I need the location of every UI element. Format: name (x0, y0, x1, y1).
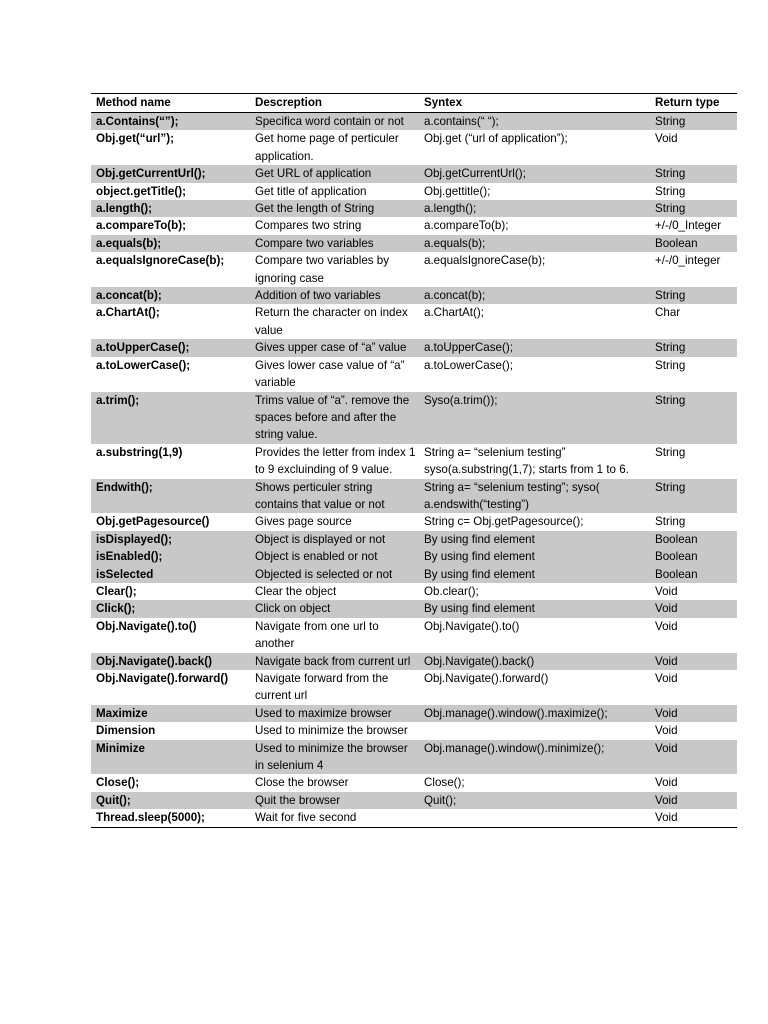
cell-return-type: Char (655, 306, 681, 320)
cell-syntax: By using find element (419, 600, 650, 617)
cell-return-type: Void (655, 132, 678, 146)
cell-method-name: a.toUpperCase(); (91, 339, 250, 356)
cell-description: Gives upper case of “a” value (250, 339, 419, 356)
cell-description: Navigate back from current url (250, 653, 419, 670)
cell-method-name: Close(); (96, 776, 140, 790)
cell-return-type: Void (655, 672, 678, 685)
cell-description: Addition of two variables (250, 287, 419, 304)
cell-return-type: Boolean (650, 531, 737, 548)
cell-return-type: String (655, 184, 686, 198)
cell-description: Return the character on index value (255, 306, 408, 337)
cell-method-name: a.concat(b); (91, 287, 250, 304)
cell-return-type: +/-/0_integer (655, 254, 721, 268)
table-row (91, 600, 737, 617)
cell-description: Specifica word contain or not (250, 113, 419, 131)
table-row (91, 444, 737, 479)
table-row (91, 235, 737, 252)
table-row (91, 183, 737, 200)
table-row (91, 548, 737, 565)
table-row (91, 809, 737, 827)
cell-description: Get home page of perticuler application. (255, 132, 399, 163)
cell-syntax: a.length(); (419, 200, 650, 217)
cell-syntax: Obj.Navigate().back() (419, 653, 650, 670)
table-row (91, 339, 737, 356)
cell-syntax: Obj.gettitle(); (424, 184, 491, 198)
table-row (91, 531, 737, 548)
cell-syntax: a.ChartAt(); (424, 306, 484, 320)
cell-syntax: Obj.getCurrentUrl(); (419, 165, 650, 182)
cell-syntax: String a= “selenium testing” syso(a.substring(1,7); starts from 1 to 6. (424, 445, 629, 477)
cell-return-type: Void (655, 584, 678, 598)
cell-syntax: Obj.Navigate().forward() (424, 672, 549, 685)
cell-return-type: +/-/0_Integer (655, 219, 722, 233)
cell-method-name: a.ChartAt(); (96, 306, 160, 320)
cell-syntax: a.toUpperCase(); (419, 339, 650, 356)
cell-method-name: Obj.Navigate().forward() (96, 672, 229, 685)
table-row (91, 130, 737, 165)
cell-syntax (419, 722, 650, 739)
cell-return-type: String (650, 479, 737, 514)
cell-return-type: Void (650, 653, 737, 670)
table-row (91, 357, 737, 392)
cell-description: Get URL of application (250, 165, 419, 182)
cell-return-type: Void (655, 619, 678, 633)
table-row (91, 792, 737, 809)
cell-method-name: isSelected (91, 566, 250, 583)
table-row (91, 217, 737, 234)
header-method-name: Method name (96, 96, 171, 109)
table-row (91, 287, 737, 304)
cell-syntax: By using find element (419, 531, 650, 548)
cell-return-type: String (650, 287, 737, 304)
cell-method-name: Thread.sleep(5000); (96, 811, 205, 825)
cell-return-type: String (650, 165, 737, 182)
cell-method-name: Clear(); (96, 584, 137, 598)
table-row (91, 113, 737, 131)
cell-description: Gives page source (255, 515, 352, 529)
table-row (91, 304, 737, 339)
cell-syntax: Close(); (424, 776, 465, 790)
cell-method-name: a.equals(b); (91, 235, 250, 252)
cell-description: Navigate from one url to another (255, 619, 379, 651)
table-row (91, 583, 737, 600)
table-row (91, 653, 737, 670)
cell-return-type: Void (650, 740, 737, 775)
cell-return-type: String (655, 515, 686, 529)
cell-method-name: Obj.Navigate().back() (91, 653, 250, 670)
methods-table (91, 93, 737, 828)
cell-description: Clear the object (255, 584, 337, 598)
cell-description: Get the length of String (250, 200, 419, 217)
cell-syntax: a.toLowerCase(); (424, 358, 513, 372)
table-row (91, 392, 737, 444)
cell-method-name: Obj.getCurrentUrl(); (91, 165, 250, 182)
cell-return-type: Void (650, 705, 737, 722)
cell-syntax: a.concat(b); (419, 287, 650, 304)
cell-method-name: a.compareTo(b); (96, 219, 186, 233)
table-row (91, 165, 737, 182)
cell-description: Used to minimize the browser (255, 724, 408, 738)
cell-return-type: String (655, 445, 686, 459)
header-syntax: Syntex (424, 96, 463, 109)
cell-syntax: a.compareTo(b); (424, 219, 509, 233)
cell-return-type: Void (655, 724, 678, 738)
cell-description: Quit the browser (250, 792, 419, 809)
cell-syntax: By using find element (419, 566, 650, 583)
cell-method-name: Obj.getPagesource() (96, 515, 210, 529)
cell-return-type: Boolean (650, 566, 737, 583)
cell-syntax: Obj.manage().window().minimize(); (419, 740, 650, 775)
cell-syntax: a.equalsIgnoreCase(b); (424, 254, 546, 268)
header-return-type: Return type (655, 96, 720, 109)
cell-description: Navigate forward from the current url (255, 672, 389, 703)
cell-method-name: Click(); (91, 600, 250, 617)
cell-syntax: Obj.Navigate().to() (424, 619, 520, 633)
cell-method-name: a.equalsIgnoreCase(b); (96, 254, 225, 268)
cell-return-type: Boolean (650, 235, 737, 252)
cell-description: Used to maximize browser (250, 705, 419, 722)
table-row (91, 722, 737, 739)
cell-description: Close the browser (255, 776, 349, 790)
cell-syntax: a.equals(b); (419, 235, 650, 252)
cell-return-type: String (650, 339, 737, 356)
table-body (91, 113, 737, 828)
cell-description: Object is displayed or not (250, 531, 419, 548)
cell-method-name: a.length(); (91, 200, 250, 217)
table-row (91, 479, 737, 514)
cell-syntax: a.contains(“ “); (419, 113, 650, 131)
cell-method-name: Obj.get(“url”); (96, 132, 174, 146)
cell-description: Compares two string (255, 219, 362, 233)
cell-method-name: Quit(); (91, 792, 250, 809)
cell-description: Trims value of “a”. remove the spaces before and after the string value. (250, 392, 419, 444)
cell-method-name: a.trim(); (91, 392, 250, 444)
cell-return-type: String (650, 200, 737, 217)
table-row (91, 618, 737, 653)
cell-return-type: Boolean (650, 548, 737, 565)
cell-syntax: String c= Obj.getPagesource(); (424, 515, 584, 529)
cell-method-name: isDisplayed(); (91, 531, 250, 548)
cell-syntax: Quit(); (419, 792, 650, 809)
cell-description: Shows perticuler string contains that value or not (250, 479, 419, 514)
cell-syntax: By using find element (419, 548, 650, 565)
cell-method-name: Obj.Navigate().to() (96, 619, 197, 633)
cell-syntax: Syso(a.trim()); (419, 392, 650, 444)
cell-method-name: isEnabled(); (91, 548, 250, 565)
table-row (91, 670, 737, 705)
cell-description: Gives lower case value of “a” variable (255, 358, 405, 390)
table-header (91, 94, 737, 113)
table-row (91, 252, 737, 287)
cell-description: Click on object (250, 600, 419, 617)
cell-method-name: a.Contains(“”); (91, 113, 250, 131)
cell-return-type: Void (655, 811, 678, 825)
cell-description: Get title of application (255, 184, 367, 198)
cell-syntax: Ob.clear(); (424, 584, 479, 598)
cell-method-name: Dimension (96, 724, 156, 738)
table-row (91, 200, 737, 217)
cell-description: Object is enabled or not (250, 548, 419, 565)
cell-description: Compare two variables (250, 235, 419, 252)
cell-return-type: Void (650, 792, 737, 809)
cell-return-type: Void (655, 776, 678, 790)
cell-syntax (419, 809, 650, 827)
table-row (91, 740, 737, 775)
header-description: Descreption (255, 96, 323, 109)
cell-method-name: Maximize (91, 705, 250, 722)
cell-return-type: Void (650, 600, 737, 617)
cell-return-type: String (650, 113, 737, 131)
table-row (91, 566, 737, 583)
cell-method-name: Minimize (91, 740, 250, 775)
cell-description: Compare two variables by ignoring case (255, 254, 390, 285)
cell-return-type: String (650, 392, 737, 444)
cell-method-name: Endwith(); (91, 479, 250, 514)
cell-method-name: object.getTitle(); (96, 184, 186, 198)
header-row (91, 94, 737, 113)
table-row (91, 705, 737, 722)
cell-description: Used to minimize the browser in selenium 4 (250, 740, 419, 775)
cell-syntax: String a= “selenium testing”; syso( a.endswith(“testing”) (419, 479, 650, 514)
cell-syntax: Obj.get (“url of application”); (424, 132, 568, 146)
table-row (91, 774, 737, 791)
cell-method-name: a.toLowerCase(); (96, 358, 191, 372)
table-row (91, 513, 737, 530)
cell-method-name: a.substring(1,9) (96, 445, 183, 459)
cell-description: Provides the letter from index 1 to 9 excluinding of 9 value. (255, 445, 416, 477)
cell-syntax: Obj.manage().window().maximize(); (419, 705, 650, 722)
cell-return-type: String (655, 358, 686, 372)
cell-description: Objected is selected or not (250, 566, 419, 583)
cell-description: Wait for five second (255, 811, 357, 825)
